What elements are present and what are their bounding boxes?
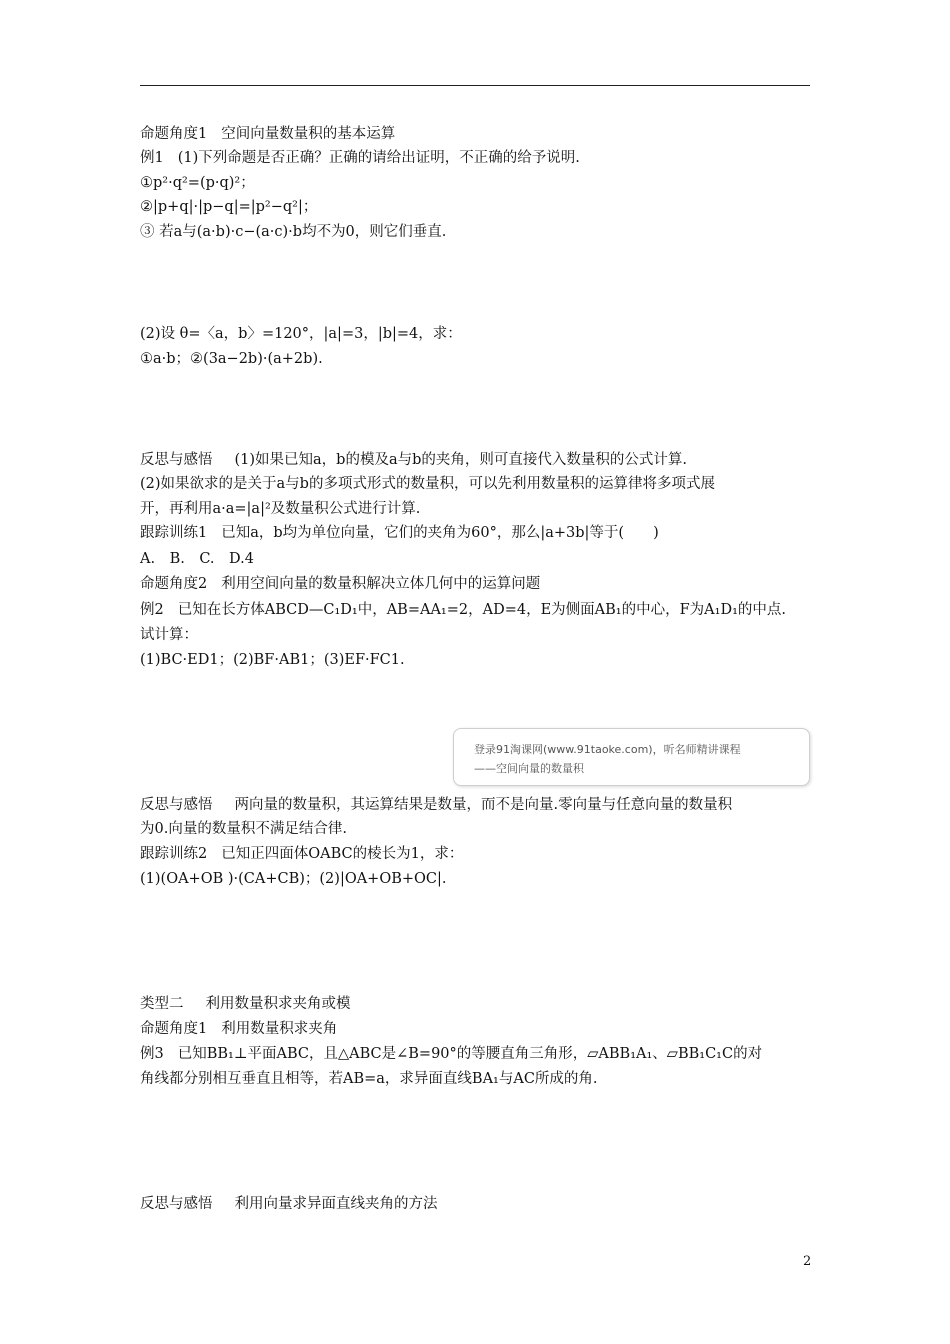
page-number: 2: [803, 1254, 812, 1269]
example-2-line-2: 试计算：: [140, 627, 198, 643]
reflection-1-line-3: 开，再利用a·a=|a|²及数量积公式进行计算.: [140, 501, 421, 517]
banner-line-2: ——空间向量的数量积: [474, 762, 584, 775]
heading-angle-1: 命题角度1 空间向量数量积的基本运算: [140, 126, 396, 142]
exercise-1: 跟踪训练1 已知a，b均为单位向量，它们的夹角为60°，那么|a+3b|等于( ): [140, 525, 659, 541]
course-banner[interactable]: [453, 728, 810, 786]
reflection-2-line-2: 为0.向量的数量积不满足结合律.: [140, 821, 347, 837]
example-1: 例1 (1)下列命题是否正确？正确的请给出证明，不正确的给予说明.: [140, 150, 580, 166]
reflection-1-line-2: (2)如果欲求的是关于a与b的多项式形式的数量积，可以先利用数量积的运算律将多项式展: [140, 476, 715, 492]
reflection-3: 反思与感悟 利用向量求异面直线夹角的方法: [140, 1196, 438, 1212]
exercise-2: 跟踪训练2 已知正四面体OABC的棱长为1，求：: [140, 846, 464, 862]
exercise-2-questions: (1)(OA+OB )·(CA+CB)；(2)|OA+OB+OC|.: [140, 871, 447, 887]
example-3: 例3 已知BB₁⊥平面ABC，且△ABC是∠B=90°的等腰直角三角形，▱ABB₁A₁、▱BB₁C₁C的对: [140, 1046, 763, 1062]
example-1-part-2-questions: ①a·b；②(3a−2b)·(a+2b).: [140, 351, 323, 367]
heading-angle-1b: 命题角度1 利用数量积求夹角: [140, 1021, 338, 1037]
heading-angle-2: 命题角度2 利用空间向量的数量积解决立体几何中的运算问题: [140, 576, 541, 592]
example-1-part-2: (2)设 θ=〈a，b〉=120°，|a|=3，|b|=4，求：: [140, 326, 462, 342]
banner-line-1: 登录91淘课网(www.91taoke.com)，听名师精讲课程: [474, 743, 741, 756]
proposition-3: ③ 若a与(a·b)·c−(a·c)·b均不为0，则它们垂直.: [140, 224, 447, 240]
section-type-2: 类型二 利用数量积求夹角或模: [140, 996, 351, 1012]
header-rule: [140, 85, 810, 86]
example-3-line-2: 角线都分别相互垂直且相等，若AB=a，求异面直线BA₁与AC所成的角.: [140, 1071, 598, 1087]
example-2-questions: (1)BC·ED1；(2)BF·AB1；(3)EF·FC1.: [140, 652, 405, 668]
proposition-2: ②|p+q|·|p−q|=|p²−q²|；: [140, 199, 318, 215]
exercise-1-options: A. B. C. D.4: [140, 551, 254, 567]
reflection-2: 反思与感悟 两向量的数量积，其运算结果是数量，而不是向量.零向量与任意向量的数量积: [140, 797, 733, 813]
proposition-1: ①p²·q²=(p·q)²；: [140, 175, 255, 191]
reflection-1: 反思与感悟 (1)如果已知a，b的模及a与b的夹角，则可直接代入数量积的公式计算.: [140, 452, 687, 468]
example-2: 例2 已知在长方体ABCD—C₁D₁中，AB=AA₁=2，AD=4，E为侧面AB₁的中心，F为A₁D₁的中点.: [140, 602, 786, 618]
